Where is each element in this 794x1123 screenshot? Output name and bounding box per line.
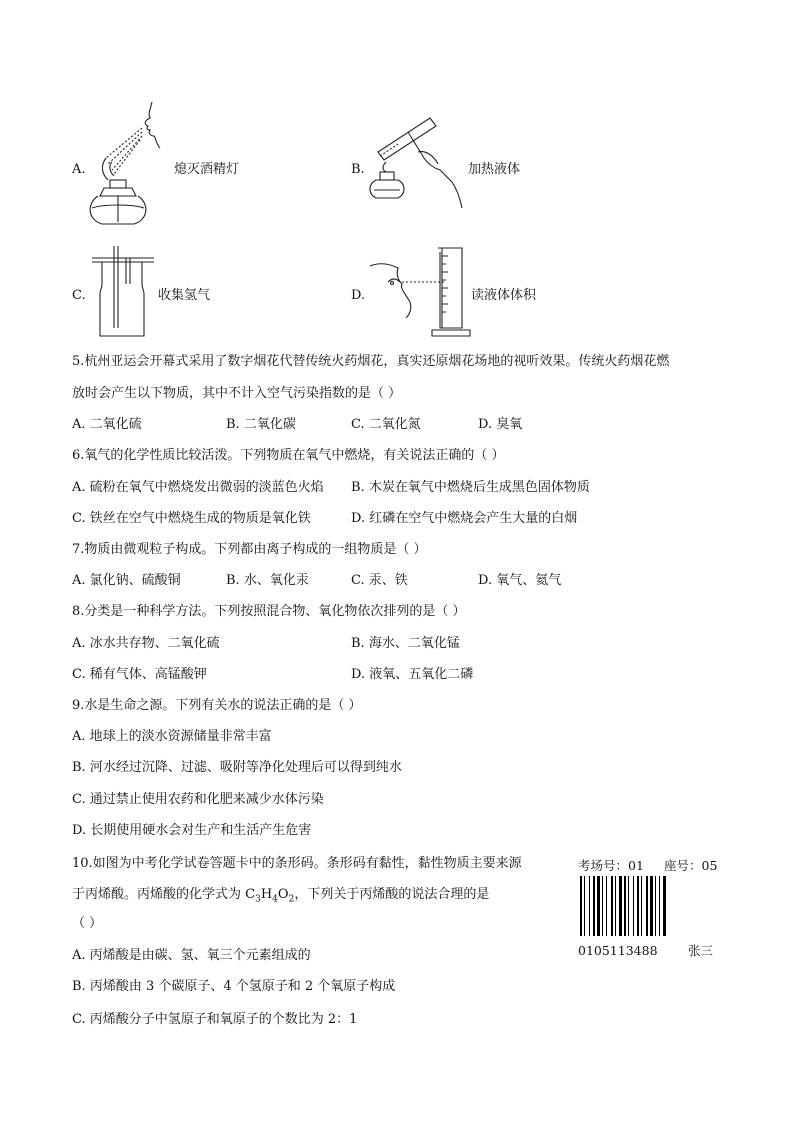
q7-option-d: D. 氧气、氦气 — [478, 573, 562, 588]
q10-option-c: C. 丙烯酸分子中氢原子和氧原子的个数比为 2：1 — [72, 1012, 358, 1027]
barcode-bar — [597, 876, 600, 936]
barcode-bar — [611, 876, 613, 936]
q9-option-b: B. 河水经过沉降、过滤、吸附等净化处理后可以得到纯水 — [72, 760, 402, 775]
q10-h: H — [260, 887, 273, 902]
figure-b-heating-tube-illustration — [368, 112, 463, 212]
q7-option-a: A. 氯化钠、硫酸铜 — [72, 573, 181, 588]
barcode-seat: 座号：05 — [664, 858, 718, 873]
q7-option-b: B. 水、氧化汞 — [226, 573, 309, 588]
q6-option-d: D. 红磷在空气中燃烧会产生大量的白烟 — [351, 511, 578, 526]
barcode-bar — [619, 876, 622, 936]
q6-option-a: A. 硫粉在氧气中燃烧发出微弱的淡蓝色火焰 — [72, 480, 324, 495]
q8-option-b: B. 海水、二氧化锰 — [351, 636, 460, 651]
q10-stem-line2 — [72, 886, 489, 909]
barcode-bar — [615, 876, 616, 936]
q10-sub3: 3 — [255, 894, 261, 905]
barcode-image — [580, 876, 720, 936]
q5-option-a: A. 二氧化硫 — [72, 417, 142, 432]
figure-a-letter: A. — [72, 162, 86, 177]
barcode-bar — [641, 876, 642, 936]
barcode-bar — [650, 876, 653, 936]
barcode-bar — [606, 876, 607, 936]
q5-option-d: D. 臭氧 — [478, 417, 523, 432]
figure-a-caption: 熄灭酒精灯 — [174, 162, 240, 177]
figure-c-caption: 收集氢气 — [158, 288, 211, 303]
barcode-bar — [655, 876, 656, 936]
q10-o: O — [277, 887, 289, 902]
q9-option-a: A. 地球上的淡水资源储量非常丰富 — [72, 729, 272, 744]
q10-stem-line1: 10.如图为中考化学试卷答题卡中的条形码。条形码有黏性，黏性物质主要来源 — [72, 856, 522, 871]
q5-stem-line2: 放时会产生以下物质，其中不计入空气污染指数的是（ ） — [72, 386, 402, 401]
barcode-bar — [580, 876, 582, 936]
barcode-bar — [663, 876, 666, 936]
q10-option-a: A. 丙烯酸是由碳、氢、氧三个元素组成的 — [72, 948, 311, 963]
q10-stem2-post: ，下列关于丙烯酸的说法合理的是 — [294, 887, 490, 902]
q10-sub2: 2 — [288, 894, 295, 905]
figure-b-caption: 加热液体 — [468, 162, 521, 177]
q6-option-c: C. 铁丝在空气中燃烧生成的物质是氧化铁 — [72, 511, 311, 526]
q9-option-d: D. 长期使用硬水会对生产和生活产生危害 — [72, 823, 312, 838]
figure-d-letter: D. — [351, 288, 366, 303]
q10-answer-paren: （ ） — [72, 916, 103, 931]
q8-option-a: A. 冰水共存物、二氧化硫 — [72, 636, 220, 651]
barcode-bar — [624, 876, 626, 936]
q10-option-b: B. 丙烯酸由 3 个碳原子、4 个氢原子和 2 个氧原子构成 — [72, 979, 396, 994]
figure-a-blowing-lamp-illustration — [84, 100, 174, 230]
figure-c-gas-bottle-illustration — [92, 244, 158, 340]
barcode-exam-room: 考场号：01 — [578, 858, 644, 873]
q6-stem: 6.氧气的化学性质比较活泼。下列物质在氧气中燃烧，有关说法正确的（ ） — [72, 448, 505, 463]
q8-option-d: D. 液氧、五氧化二磷 — [351, 667, 474, 682]
barcode-bar — [646, 876, 648, 936]
q6-option-b: B. 木炭在氧气中燃烧后生成黑色固体物质 — [351, 480, 590, 495]
barcode-name: 张三 — [688, 943, 714, 958]
barcode-bar — [589, 876, 590, 936]
q8-option-c: C. 稀有气体、高锰酸钾 — [72, 667, 207, 682]
q5-option-c: C. 二氧化氮 — [351, 417, 421, 432]
barcode-bar — [637, 876, 639, 936]
q7-stem: 7.物质由微观粒子构成。下列都由离子构成的一组物质是（ ） — [72, 542, 427, 557]
figure-d-graduated-cylinder-illustration — [370, 244, 470, 340]
q7-option-c: C. 汞、铁 — [351, 573, 408, 588]
q10-stem2-pre: 于丙烯酸。丙烯酸的化学式为 C — [72, 887, 256, 902]
barcode-bar — [659, 876, 660, 936]
barcode-bar — [633, 876, 634, 936]
barcode-bar — [593, 876, 595, 936]
q10-sub4: 4 — [272, 894, 278, 905]
q9-stem: 9.水是生命之源。下列有关水的说法正确的是（ ） — [72, 698, 362, 713]
barcode-number: 0105113488 — [578, 943, 658, 958]
q9-option-c: C. 通过禁止使用农药和化肥来减少水体污染 — [72, 792, 324, 807]
figure-b-letter: B. — [351, 162, 365, 177]
barcode-bar — [584, 876, 585, 936]
q8-stem: 8.分类是一种科学方法。下列按照混合物、氧化物依次排列的是（ ） — [72, 604, 466, 619]
figure-d-caption: 读液体体积 — [471, 288, 537, 303]
q5-stem-line1: 5.杭州亚运会开幕式采用了数字烟花代替传统火药烟花，真实还原烟花场地的视听效果。传统火药烟花燃 — [72, 354, 670, 369]
q5-option-b: B. 二氧化碳 — [226, 417, 296, 432]
barcode-bar — [602, 876, 603, 936]
barcode-bar — [628, 876, 629, 936]
figure-c-letter: C. — [72, 288, 86, 303]
